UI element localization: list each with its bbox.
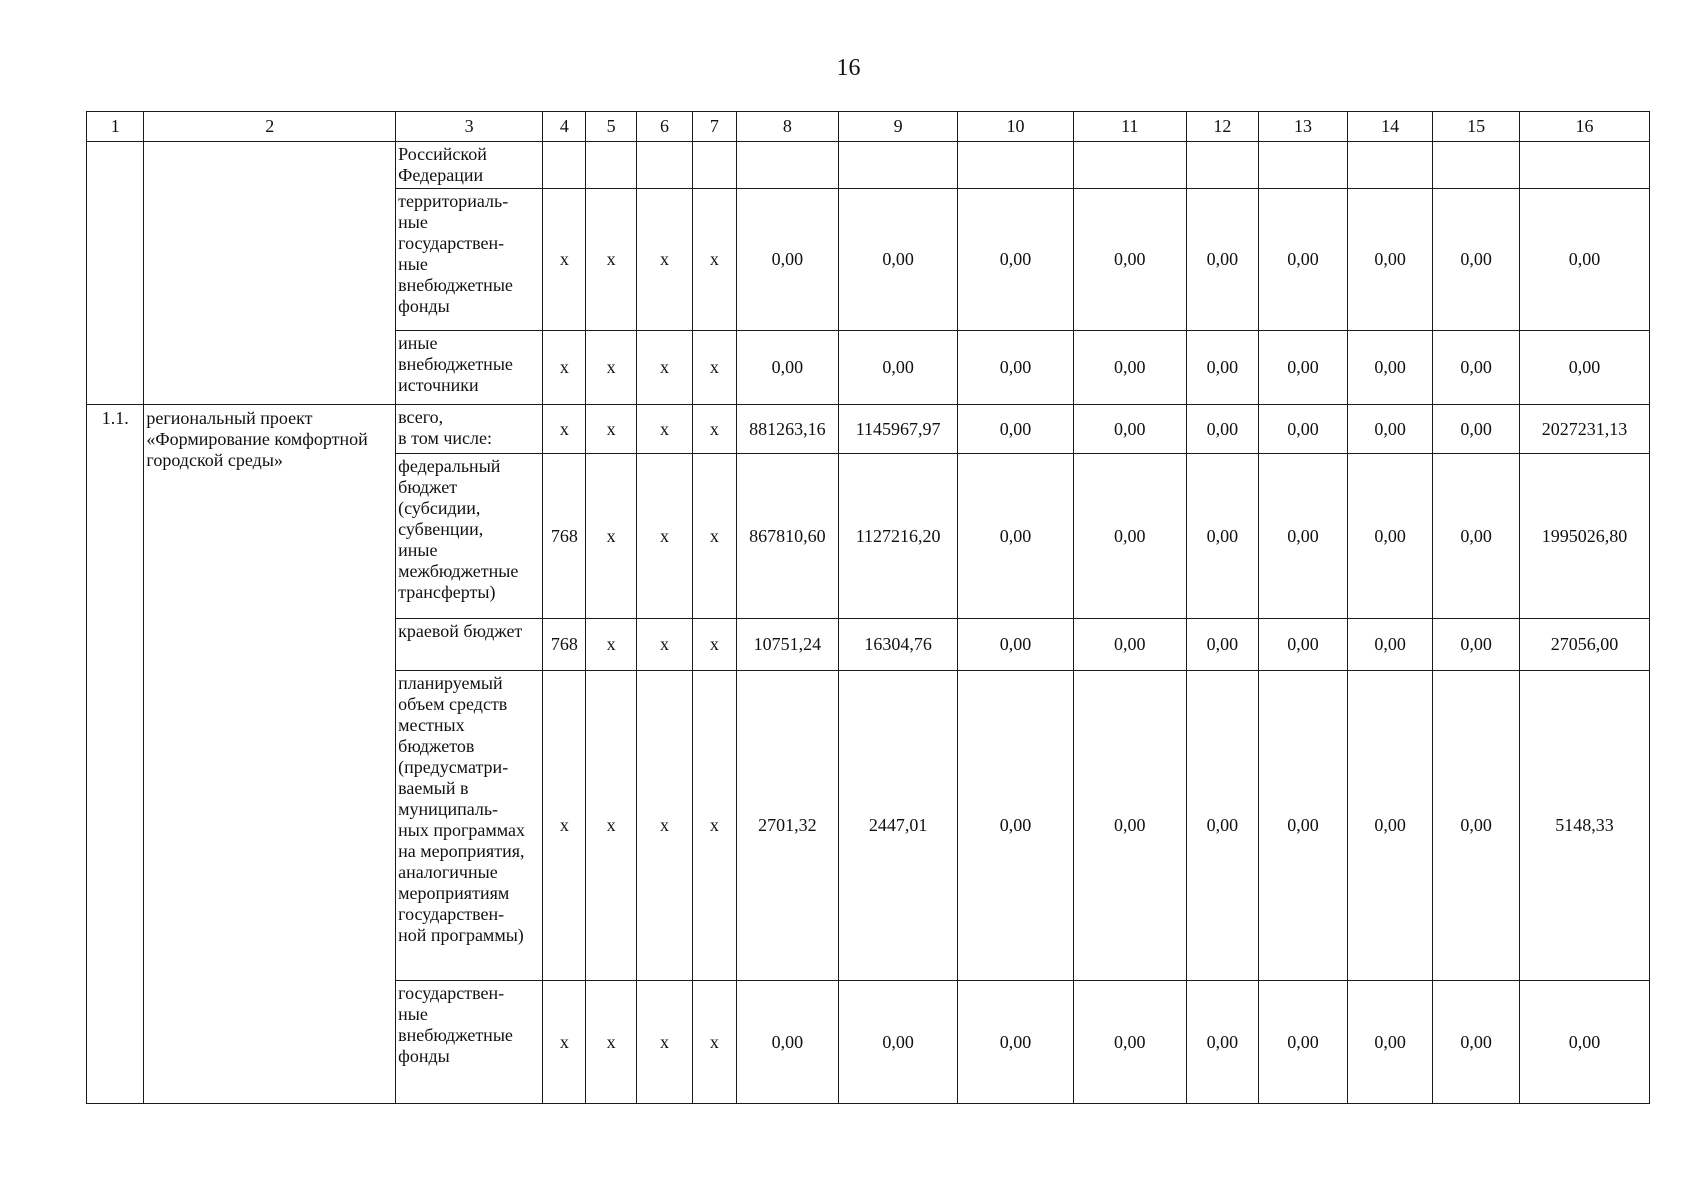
code-cell: x <box>586 619 636 671</box>
amount-cell: 0,00 <box>736 981 839 1104</box>
code-cell: x <box>543 981 586 1104</box>
amount-cell: 10751,24 <box>736 619 839 671</box>
code-cell: x <box>543 405 586 454</box>
column-header: 3 <box>396 112 543 142</box>
funding-source-cell: иные внебюджетные источники <box>396 331 543 405</box>
budget-table <box>86 111 1650 1104</box>
amount-cell: 0,00 <box>736 331 839 405</box>
amount-cell: 0,00 <box>1259 189 1348 331</box>
code-cell: 768 <box>543 619 586 671</box>
amount-cell: 0,00 <box>1186 189 1259 331</box>
code-cell: x <box>693 405 736 454</box>
column-header: 2 <box>144 112 396 142</box>
amount-cell: 0,00 <box>958 454 1074 619</box>
amount-cell: 0,00 <box>839 981 958 1104</box>
code-cell: x <box>543 331 586 405</box>
code-cell: x <box>693 671 736 981</box>
amount-cell: 0,00 <box>1519 331 1649 405</box>
amount-cell <box>1433 142 1520 189</box>
code-cell: x <box>543 671 586 981</box>
amount-cell: 1995026,80 <box>1519 454 1649 619</box>
amount-cell: 2701,32 <box>736 671 839 981</box>
amount-cell: 0,00 <box>1259 405 1348 454</box>
amount-cell: 0,00 <box>1259 454 1348 619</box>
amount-cell: 27056,00 <box>1519 619 1649 671</box>
amount-cell: 0,00 <box>1073 619 1186 671</box>
column-header: 16 <box>1519 112 1649 142</box>
code-cell: x <box>636 671 692 981</box>
amount-cell: 0,00 <box>839 331 958 405</box>
amount-cell <box>736 142 839 189</box>
section-name: региональный проект «Формирование комфортной городской среды» <box>144 405 396 1104</box>
column-header: 12 <box>1186 112 1259 142</box>
page-number: 16 <box>836 55 861 81</box>
amount-cell: 0,00 <box>1519 189 1649 331</box>
row-name-cell <box>144 142 396 405</box>
amount-cell: 0,00 <box>1433 454 1520 619</box>
column-header: 6 <box>636 112 692 142</box>
amount-cell: 0,00 <box>1073 671 1186 981</box>
amount-cell: 1145967,97 <box>839 405 958 454</box>
amount-cell: 0,00 <box>1186 331 1259 405</box>
amount-cell: 0,00 <box>1347 189 1433 331</box>
column-header: 9 <box>839 112 958 142</box>
table-row <box>87 405 1650 454</box>
funding-source-cell: всего, в том числе: <box>396 405 543 454</box>
amount-cell: 0,00 <box>1259 671 1348 981</box>
amount-cell: 0,00 <box>1347 405 1433 454</box>
column-header: 11 <box>1073 112 1186 142</box>
amount-cell <box>958 142 1074 189</box>
code-cell <box>586 142 636 189</box>
amount-cell: 1127216,20 <box>839 454 958 619</box>
column-header: 5 <box>586 112 636 142</box>
code-cell <box>543 142 586 189</box>
column-header: 4 <box>543 112 586 142</box>
amount-cell: 0,00 <box>1433 981 1520 1104</box>
amount-cell: 0,00 <box>1186 981 1259 1104</box>
row-number-cell <box>87 142 144 405</box>
amount-cell: 0,00 <box>1186 619 1259 671</box>
amount-cell: 0,00 <box>1347 454 1433 619</box>
amount-cell <box>1073 142 1186 189</box>
amount-cell: 2027231,13 <box>1519 405 1649 454</box>
amount-cell: 0,00 <box>1259 331 1348 405</box>
amount-cell <box>1347 142 1433 189</box>
amount-cell: 0,00 <box>958 619 1074 671</box>
amount-cell: 0,00 <box>1073 405 1186 454</box>
funding-source-cell: краевой бюджет <box>396 619 543 671</box>
amount-cell: 0,00 <box>1433 671 1520 981</box>
code-cell <box>636 142 692 189</box>
amount-cell: 0,00 <box>839 189 958 331</box>
amount-cell: 0,00 <box>1073 331 1186 405</box>
amount-cell: 867810,60 <box>736 454 839 619</box>
column-header: 14 <box>1347 112 1433 142</box>
column-header: 1 <box>87 112 144 142</box>
amount-cell <box>1259 142 1348 189</box>
table-row <box>87 142 1650 189</box>
amount-cell: 0,00 <box>1073 454 1186 619</box>
amount-cell: 0,00 <box>1519 981 1649 1104</box>
code-cell: x <box>636 981 692 1104</box>
amount-cell: 881263,16 <box>736 405 839 454</box>
amount-cell: 0,00 <box>1186 454 1259 619</box>
code-cell: x <box>586 671 636 981</box>
funding-source-cell: государствен- ные внебюджетные фонды <box>396 981 543 1104</box>
code-cell: x <box>693 454 736 619</box>
code-cell: x <box>586 454 636 619</box>
amount-cell <box>1186 142 1259 189</box>
code-cell: x <box>693 189 736 331</box>
amount-cell: 0,00 <box>1347 671 1433 981</box>
code-cell: x <box>586 189 636 331</box>
amount-cell: 0,00 <box>958 405 1074 454</box>
column-header: 7 <box>693 112 736 142</box>
amount-cell: 0,00 <box>736 189 839 331</box>
amount-cell <box>1519 142 1649 189</box>
code-cell: x <box>636 454 692 619</box>
code-cell: x <box>543 189 586 331</box>
amount-cell: 0,00 <box>1259 981 1348 1104</box>
column-header: 8 <box>736 112 839 142</box>
amount-cell <box>839 142 958 189</box>
amount-cell: 0,00 <box>1347 981 1433 1104</box>
amount-cell: 0,00 <box>1433 619 1520 671</box>
code-cell: x <box>693 619 736 671</box>
amount-cell: 0,00 <box>958 331 1074 405</box>
amount-cell: 5148,33 <box>1519 671 1649 981</box>
amount-cell: 0,00 <box>1433 189 1520 331</box>
amount-cell: 0,00 <box>1259 619 1348 671</box>
amount-cell: 0,00 <box>1347 619 1433 671</box>
code-cell <box>693 142 736 189</box>
amount-cell: 0,00 <box>1347 331 1433 405</box>
code-cell: x <box>636 331 692 405</box>
amount-cell: 0,00 <box>958 981 1074 1104</box>
code-cell: x <box>586 981 636 1104</box>
amount-cell: 0,00 <box>1186 405 1259 454</box>
code-cell: x <box>586 405 636 454</box>
amount-cell: 16304,76 <box>839 619 958 671</box>
amount-cell: 0,00 <box>958 189 1074 331</box>
code-cell: 768 <box>543 454 586 619</box>
column-header: 13 <box>1259 112 1348 142</box>
amount-cell: 0,00 <box>1073 981 1186 1104</box>
funding-source-cell: территориаль- ные государствен- ные внебюджетные фонды <box>396 189 543 331</box>
code-cell: x <box>636 189 692 331</box>
funding-source-cell: Российской Федерации <box>396 142 543 189</box>
code-cell: x <box>693 331 736 405</box>
funding-source-cell: планируемый объем средств местных бюджетов (предусматри- ваемый в муниципаль- ных программах на мероприятия, аналогичные мероприятиям государствен- ной программы) <box>396 671 543 981</box>
column-header: 15 <box>1433 112 1520 142</box>
code-cell: x <box>693 981 736 1104</box>
amount-cell: 0,00 <box>1186 671 1259 981</box>
amount-cell: 0,00 <box>1433 331 1520 405</box>
column-header: 10 <box>958 112 1074 142</box>
code-cell: x <box>636 405 692 454</box>
amount-cell: 0,00 <box>1073 189 1186 331</box>
section-number: 1.1. <box>87 405 144 1104</box>
code-cell: x <box>586 331 636 405</box>
header-row <box>87 112 1650 142</box>
amount-cell: 0,00 <box>958 671 1074 981</box>
funding-source-cell: федеральный бюджет (субсидии, субвенции, иные межбюджетные трансферты) <box>396 454 543 619</box>
amount-cell: 0,00 <box>1433 405 1520 454</box>
code-cell: x <box>636 619 692 671</box>
amount-cell: 2447,01 <box>839 671 958 981</box>
